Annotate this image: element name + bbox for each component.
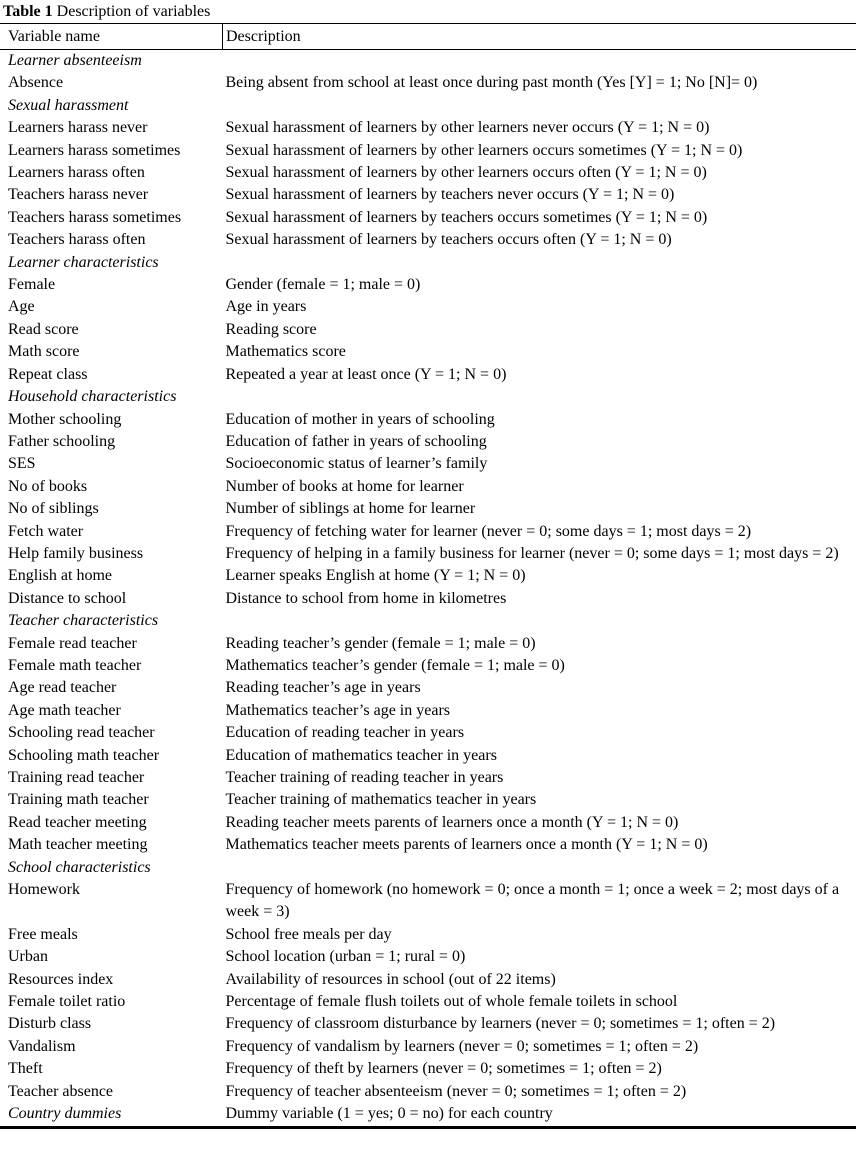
table-row bbox=[0, 498, 856, 520]
table-body bbox=[0, 50, 856, 1128]
table-row bbox=[0, 229, 856, 251]
table-row bbox=[0, 72, 856, 94]
variable-name-cell: Homework bbox=[8, 881, 80, 899]
table-row bbox=[0, 745, 856, 767]
description-cell: Number of siblings at home for learner bbox=[225, 500, 476, 518]
variable-name-cell: Disturb class bbox=[8, 1015, 92, 1033]
description-cell: Teacher training of mathematics teacher in years bbox=[225, 791, 537, 809]
variable-name-cell: Training math teacher bbox=[8, 791, 149, 809]
table-row bbox=[0, 184, 856, 206]
description-cell: Teacher training of reading teacher in years bbox=[225, 769, 504, 786]
section-row bbox=[0, 252, 856, 274]
variable-name-cell: Sexual harassment bbox=[8, 96, 129, 114]
table-row bbox=[0, 633, 856, 655]
variable-name-cell: Vandalism bbox=[8, 1037, 76, 1055]
variable-name-cell: Teachers harass sometimes bbox=[8, 208, 182, 226]
header-variable-name: Variable name bbox=[0, 24, 223, 50]
description-cell bbox=[223, 610, 856, 632]
variable-name-cell: Theft bbox=[8, 1060, 43, 1078]
table-row bbox=[0, 789, 856, 811]
table-row bbox=[0, 431, 856, 453]
variable-name-cell: Learner absenteeism bbox=[8, 52, 142, 69]
description-cell: Sexual harassment of learners by other learners occurs sometimes (Y = 1; N = 0) bbox=[225, 141, 743, 159]
variable-name-cell: Learners harass never bbox=[8, 119, 148, 137]
variable-name-cell: Math score bbox=[8, 343, 80, 361]
variable-name-cell: Repeat class bbox=[8, 365, 88, 383]
variable-name-cell: Training read teacher bbox=[8, 769, 145, 786]
description-cell: Being absent from school at least once during past month (Yes [Y] = 1; No [N]= 0) bbox=[225, 74, 758, 92]
variable-name-cell: Distance to school bbox=[8, 589, 127, 607]
table-row bbox=[0, 207, 856, 229]
table-row bbox=[0, 991, 856, 1013]
description-cell: School free meals per day bbox=[225, 925, 392, 943]
table-row bbox=[0, 341, 856, 363]
description-cell: Education of reading teacher in years bbox=[225, 724, 465, 742]
variable-name-cell: Female toilet ratio bbox=[8, 993, 126, 1011]
variable-name-cell: Free meals bbox=[8, 925, 78, 943]
variable-name-cell: Learners harass often bbox=[8, 164, 145, 182]
description-cell: Frequency of helping in a family business for learner (never = 0; some days = 1; most days = 2) bbox=[225, 544, 839, 562]
variable-name-cell: Female math teacher bbox=[8, 656, 142, 674]
table-row bbox=[0, 296, 856, 318]
description-cell: Sexual harassment of learners by other learners never occurs (Y = 1; N = 0) bbox=[225, 119, 710, 137]
table-row bbox=[0, 722, 856, 744]
description-cell: Sexual harassment of learners by teachers occurs often (Y = 1; N = 0) bbox=[225, 231, 672, 249]
table-row bbox=[0, 1081, 856, 1103]
table-row bbox=[0, 453, 856, 475]
section-row bbox=[0, 50, 856, 73]
description-cell: Sexual harassment of learners by other learners occurs often (Y = 1; N = 0) bbox=[225, 164, 707, 182]
variable-name-cell: Help family business bbox=[8, 544, 144, 562]
description-cell: Education of mathematics teacher in years bbox=[225, 746, 497, 764]
table-row bbox=[0, 1036, 856, 1058]
description-cell: Reading teacher meets parents of learners once a month (Y = 1; N = 0) bbox=[225, 813, 679, 831]
table-row bbox=[0, 274, 856, 296]
description-cell bbox=[223, 252, 856, 274]
table-row bbox=[0, 521, 856, 543]
variable-name-cell: Fetch water bbox=[8, 522, 84, 540]
table-row bbox=[0, 812, 856, 834]
table-title-label: Table 1 bbox=[3, 3, 53, 20]
description-cell: Number of books at home for learner bbox=[225, 477, 464, 495]
variable-name-cell: Age math teacher bbox=[8, 701, 121, 719]
description-cell: Gender (female = 1; male = 0) bbox=[225, 276, 421, 294]
variable-name-cell: Read score bbox=[8, 320, 79, 338]
description-cell: Mathematics teacher’s gender (female = 1; male = 0) bbox=[225, 656, 565, 674]
table-row bbox=[0, 162, 856, 184]
table-row bbox=[0, 677, 856, 699]
description-cell: Availability of resources in school (out of 22 items) bbox=[225, 970, 556, 988]
header-description: Description bbox=[223, 24, 856, 50]
variable-name-cell: Teachers harass never bbox=[8, 186, 149, 204]
table-row bbox=[0, 543, 856, 565]
variable-name-cell: Teacher absence bbox=[8, 1082, 114, 1100]
description-cell: School location (urban = 1; rural = 0) bbox=[225, 948, 466, 966]
table-row bbox=[0, 1058, 856, 1080]
description-cell: Age in years bbox=[225, 298, 307, 316]
variable-name-cell: Teacher characteristics bbox=[8, 612, 159, 630]
table-row bbox=[0, 946, 856, 968]
description-cell: Reading teacher’s gender (female = 1; male = 0) bbox=[225, 634, 536, 652]
table-row bbox=[0, 767, 856, 789]
variable-name-cell: Resources index bbox=[8, 970, 114, 988]
variable-name-cell: Age bbox=[8, 298, 35, 316]
table-row bbox=[0, 655, 856, 677]
table-row bbox=[0, 117, 856, 139]
table-row bbox=[0, 924, 856, 946]
variable-name-cell: Father schooling bbox=[8, 432, 116, 450]
description-cell: Education of mother in years of schooling bbox=[225, 410, 495, 428]
description-cell bbox=[223, 386, 856, 408]
description-cell: Frequency of vandalism by learners (never = 0; sometimes = 1; often = 2) bbox=[225, 1037, 699, 1055]
variable-name-cell: Absence bbox=[8, 74, 64, 92]
variable-name-cell: No of books bbox=[8, 477, 88, 495]
description-cell: Dummy variable (1 = yes; 0 = no) for each country bbox=[225, 1105, 553, 1123]
description-cell: Percentage of female flush toilets out of whole female toilets in school bbox=[225, 993, 678, 1011]
description-cell: Mathematics score bbox=[225, 343, 346, 361]
table-row bbox=[0, 1013, 856, 1035]
description-cell: Socioeconomic status of learner’s family bbox=[225, 455, 488, 473]
description-cell: Frequency of theft by learners (never = 0; sometimes = 1; often = 2) bbox=[225, 1060, 662, 1078]
description-cell: Reading teacher’s age in years bbox=[225, 679, 421, 697]
table-title bbox=[0, 2, 856, 23]
table-row bbox=[0, 565, 856, 587]
variable-name-cell: Learner characteristics bbox=[8, 253, 159, 271]
description-cell: Sexual harassment of learners by teachers never occurs (Y = 1; N = 0) bbox=[225, 186, 675, 204]
description-cell: Education of father in years of schooling bbox=[225, 432, 487, 450]
variables-table bbox=[0, 23, 856, 1129]
table-title-caption: Description of variables bbox=[52, 3, 211, 20]
section-row bbox=[0, 95, 856, 117]
variable-name-cell: Teachers harass often bbox=[8, 231, 146, 249]
description-cell bbox=[223, 95, 856, 117]
table-row bbox=[0, 364, 856, 386]
description-cell bbox=[223, 857, 856, 879]
variable-name-cell: Age read teacher bbox=[8, 679, 117, 697]
variable-name-cell: Country dummies bbox=[8, 1105, 122, 1123]
table-row bbox=[0, 879, 856, 924]
description-cell: Reading score bbox=[225, 320, 317, 338]
table-row bbox=[0, 969, 856, 991]
section-row bbox=[0, 386, 856, 408]
variable-name-cell: No of siblings bbox=[8, 500, 99, 518]
description-cell: Mathematics teacher meets parents of learners once a month (Y = 1; N = 0) bbox=[225, 836, 708, 854]
description-cell: Distance to school from home in kilometres bbox=[225, 589, 507, 607]
variable-name-cell: Schooling math teacher bbox=[8, 746, 160, 764]
table-row bbox=[0, 409, 856, 431]
variable-name-cell: Mother schooling bbox=[8, 410, 122, 428]
variable-name-cell: English at home bbox=[8, 567, 112, 585]
header-row bbox=[0, 24, 856, 50]
variable-name-cell: Schooling read teacher bbox=[8, 724, 155, 742]
table-row bbox=[0, 140, 856, 162]
description-cell: Frequency of homework (no homework = 0; once a month = 1; once a week = 2; most days of a week = 3) bbox=[225, 881, 840, 921]
variable-name-cell: Female read teacher bbox=[8, 634, 137, 652]
description-cell: Repeated a year at least once (Y = 1; N = 0) bbox=[225, 365, 507, 383]
variable-name-cell: Learners harass sometimes bbox=[8, 141, 181, 159]
description-cell: Frequency of fetching water for learner (never = 0; some days = 1; most days = 2) bbox=[225, 522, 752, 540]
table-row bbox=[0, 319, 856, 341]
variable-name-cell: Read teacher meeting bbox=[8, 813, 147, 831]
description-cell bbox=[223, 50, 856, 73]
variable-name-cell: School characteristics bbox=[8, 858, 151, 876]
description-cell: Learner speaks English at home (Y = 1; N = 0) bbox=[225, 567, 526, 585]
description-cell: Mathematics teacher’s age in years bbox=[225, 701, 450, 719]
variable-name-cell: Female bbox=[8, 276, 56, 294]
description-cell: Sexual harassment of learners by teachers occurs sometimes (Y = 1; N = 0) bbox=[225, 208, 708, 226]
variable-name-cell: Math teacher meeting bbox=[8, 836, 148, 854]
table-header bbox=[0, 24, 856, 50]
variable-name-cell: Household characteristics bbox=[8, 388, 177, 406]
section-row bbox=[0, 857, 856, 879]
table-row bbox=[0, 476, 856, 498]
section-row bbox=[0, 610, 856, 632]
table-row bbox=[0, 700, 856, 722]
section-row bbox=[0, 1103, 856, 1127]
table-row bbox=[0, 834, 856, 856]
table-row bbox=[0, 588, 856, 610]
variable-name-cell: SES bbox=[8, 455, 36, 473]
description-cell: Frequency of teacher absenteeism (never = 0; sometimes = 1; often = 2) bbox=[225, 1082, 687, 1100]
description-cell: Frequency of classroom disturbance by learners (never = 0; sometimes = 1; often = 2) bbox=[225, 1015, 776, 1033]
variable-name-cell: Urban bbox=[8, 948, 48, 966]
